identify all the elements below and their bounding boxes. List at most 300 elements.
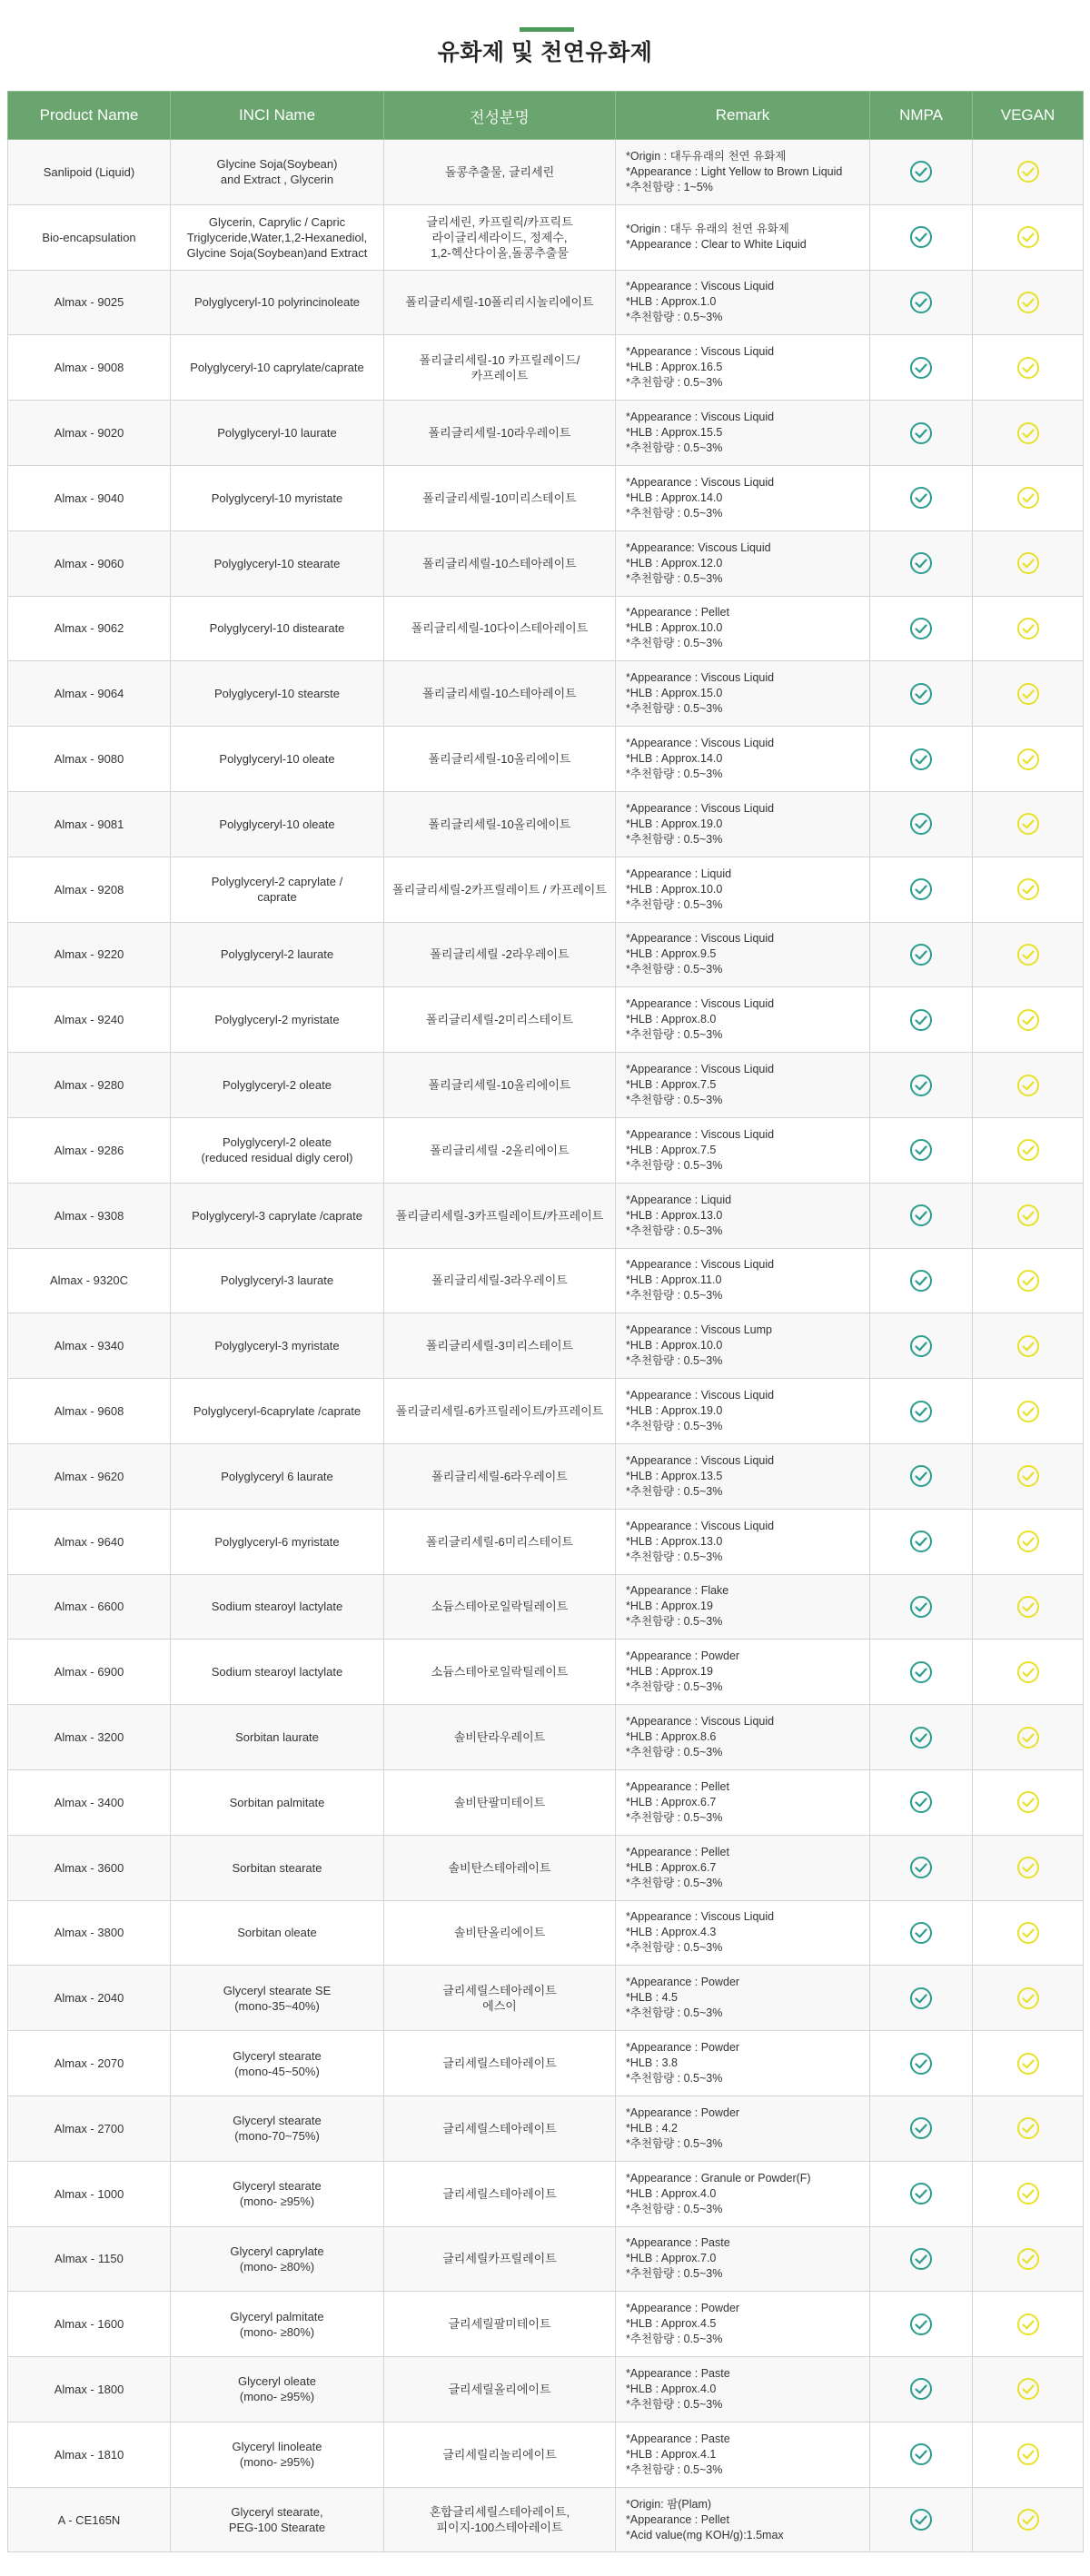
korean-ingredient-cell: 글리세릴스테아레이트 에스이 xyxy=(384,1966,616,2031)
vegan-cell xyxy=(973,401,1084,466)
nmpa-check-icon xyxy=(876,1921,966,1945)
nmpa-cell xyxy=(870,204,973,270)
korean-ingredient-cell: 폴리글리세릴-3미리스테이트 xyxy=(384,1313,616,1379)
inci-name-cell: Polyglyceryl-10 polyrincinoleate xyxy=(171,270,384,335)
vegan-cell xyxy=(973,2487,1084,2552)
vegan-check-icon xyxy=(978,943,1077,966)
product-name-cell: Almax - 1150 xyxy=(8,2226,171,2292)
nmpa-check-icon xyxy=(876,748,966,771)
nmpa-check-icon xyxy=(876,812,966,836)
korean-ingredient-cell: 폴리글리세릴-10라우레이트 xyxy=(384,401,616,466)
inci-name-cell: Polyglyceryl-2 oleate (reduced residual digly cerol) xyxy=(171,1117,384,1183)
nmpa-cell xyxy=(870,2357,973,2422)
korean-ingredient-cell: 폴리글리세릴-2카프릴레이트 / 카프레이트 xyxy=(384,857,616,922)
remark-cell: *Appearance : Viscous Liquid *HLB : Approx.16.5 *추천함량 : 0.5~3% xyxy=(616,335,870,401)
inci-name-cell: Sorbitan oleate xyxy=(171,1900,384,1966)
nmpa-cell xyxy=(870,1900,973,1966)
vegan-cell xyxy=(973,465,1084,530)
table-row xyxy=(8,1966,1084,2031)
inci-name-cell: Glyceryl stearate (mono- ≥95%) xyxy=(171,2161,384,2226)
korean-ingredient-cell: 혼합글리세릴스테아레이트, 피이지-100스테아레이트 xyxy=(384,2487,616,2552)
nmpa-check-icon xyxy=(876,1726,966,1749)
vegan-cell xyxy=(973,1900,1084,1966)
korean-ingredient-cell: 폴리글리세릴-6미리스테이트 xyxy=(384,1509,616,1574)
inci-name-cell: Glyceryl palmitate (mono- ≥80%) xyxy=(171,2292,384,2357)
table-row xyxy=(8,335,1084,401)
product-name-cell: Almax - 3800 xyxy=(8,1900,171,1966)
product-name-cell: Almax - 9208 xyxy=(8,857,171,922)
nmpa-cell xyxy=(870,2292,973,2357)
table-row xyxy=(8,727,1084,792)
remark-cell: *Appearance : Paste *HLB : Approx.7.0 *추천함량 : 0.5~3% xyxy=(616,2226,870,2292)
table-row xyxy=(8,1509,1084,1574)
table-row xyxy=(8,1574,1084,1640)
product-name-cell: Almax - 3400 xyxy=(8,1769,171,1835)
remark-cell: *Appearance : Viscous Liquid *HLB : Approx.7.5 *추천함량 : 0.5~3% xyxy=(616,1053,870,1118)
vegan-cell xyxy=(973,1248,1084,1313)
nmpa-check-icon xyxy=(876,1790,966,1814)
remark-cell: *Appearance : Viscous Liquid *HLB : Approx.13.5 *추천함량 : 0.5~3% xyxy=(616,1443,870,1509)
vegan-cell xyxy=(973,1835,1084,1900)
nmpa-cell xyxy=(870,661,973,727)
nmpa-cell xyxy=(870,1769,973,1835)
nmpa-check-icon xyxy=(876,1269,966,1293)
vegan-check-icon xyxy=(978,1204,1077,1227)
korean-ingredient-cell: 폴리글리세릴-6라우레이트 xyxy=(384,1443,616,1509)
nmpa-cell xyxy=(870,2226,973,2292)
vegan-cell xyxy=(973,1769,1084,1835)
table-row xyxy=(8,1248,1084,1313)
vegan-cell xyxy=(973,857,1084,922)
inci-name-cell: Polyglyceryl-10 myristate xyxy=(171,465,384,530)
product-name-cell: Almax - 9620 xyxy=(8,1443,171,1509)
vegan-cell xyxy=(973,1640,1084,1705)
nmpa-cell xyxy=(870,1117,973,1183)
table-row xyxy=(8,1117,1084,1183)
vegan-cell xyxy=(973,1379,1084,1444)
vegan-check-icon xyxy=(978,2508,1077,2531)
table-row xyxy=(8,1769,1084,1835)
vegan-check-icon xyxy=(978,1921,1077,1945)
remark-cell: *Appearance : Viscous Liquid *HLB : Approx.11.0 *추천함량 : 0.5~3% xyxy=(616,1248,870,1313)
nmpa-check-icon xyxy=(876,356,966,380)
product-name-cell: Almax - 6600 xyxy=(8,1574,171,1640)
remark-cell: *Appearance : Viscous Liquid *HLB : Approx.9.5 *추천함량 : 0.5~3% xyxy=(616,922,870,987)
nmpa-check-icon xyxy=(876,1008,966,1032)
nmpa-check-icon xyxy=(876,1334,966,1358)
header-inci-name: INCI Name xyxy=(171,92,384,140)
remark-cell: *Appearance : Viscous Liquid *HLB : Approx.8.6 *추천함량 : 0.5~3% xyxy=(616,1705,870,1770)
nmpa-check-icon xyxy=(876,943,966,966)
remark-cell: *Appearance : Viscous Liquid *HLB : Approx.1.0 *추천함량 : 0.5~3% xyxy=(616,270,870,335)
nmpa-check-icon xyxy=(876,2116,966,2140)
vegan-cell xyxy=(973,661,1084,727)
remark-cell: *Appearance : Pellet *HLB : Approx.6.7 *추천함량 : 0.5~3% xyxy=(616,1835,870,1900)
nmpa-check-icon xyxy=(876,2247,966,2271)
vegan-cell xyxy=(973,1117,1084,1183)
vegan-check-icon xyxy=(978,2442,1077,2466)
table-row xyxy=(8,922,1084,987)
nmpa-cell xyxy=(870,1053,973,1118)
nmpa-check-icon xyxy=(876,877,966,901)
table-row xyxy=(8,1835,1084,1900)
table-row xyxy=(8,2031,1084,2096)
inci-name-cell: Polyglyceryl-3 laurate xyxy=(171,1248,384,1313)
korean-ingredient-cell: 폴리글리세릴-3카프릴레이트/카프레이트 xyxy=(384,1183,616,1248)
product-name-cell: Almax - 9025 xyxy=(8,270,171,335)
product-name-cell: Almax - 9062 xyxy=(8,596,171,661)
remark-cell: *Appearance : Powder *HLB : Approx.4.5 *추천함량 : 0.5~3% xyxy=(616,2292,870,2357)
vegan-cell xyxy=(973,1313,1084,1379)
inci-name-cell: Polyglyceryl-2 oleate xyxy=(171,1053,384,1118)
vegan-cell xyxy=(973,922,1084,987)
remark-cell: *Appearance : Viscous Liquid *HLB : Approx.15.0 *추천함량 : 0.5~3% xyxy=(616,661,870,727)
korean-ingredient-cell: 글리세릴올리에이트 xyxy=(384,2357,616,2422)
vegan-cell xyxy=(973,1966,1084,2031)
inci-name-cell: Polyglyceryl-10 caprylate/caprate xyxy=(171,335,384,401)
nmpa-cell xyxy=(870,1313,973,1379)
vegan-cell xyxy=(973,2095,1084,2161)
product-name-cell: Almax - 2070 xyxy=(8,2031,171,2096)
korean-ingredient-cell: 솔비탄라우레이트 xyxy=(384,1705,616,1770)
nmpa-check-icon xyxy=(876,486,966,510)
nmpa-cell xyxy=(870,596,973,661)
nmpa-check-icon xyxy=(876,2052,966,2076)
remark-cell: *Appearance : Viscous Liquid *HLB : Approx.19.0 *추천함량 : 0.5~3% xyxy=(616,791,870,857)
nmpa-cell xyxy=(870,987,973,1053)
nmpa-check-icon xyxy=(876,2182,966,2205)
inci-name-cell: Polyglyceryl-3 myristate xyxy=(171,1313,384,1379)
vegan-check-icon xyxy=(978,1856,1077,1879)
vegan-check-icon xyxy=(978,2116,1077,2140)
header-remark: Remark xyxy=(616,92,870,140)
nmpa-cell xyxy=(870,1183,973,1248)
nmpa-cell xyxy=(870,465,973,530)
vegan-cell xyxy=(973,270,1084,335)
product-name-cell: Almax - 9308 xyxy=(8,1183,171,1248)
nmpa-cell xyxy=(870,335,973,401)
header-vegan: VEGAN xyxy=(973,92,1084,140)
product-name-cell: Almax - 9640 xyxy=(8,1509,171,1574)
nmpa-cell xyxy=(870,530,973,596)
korean-ingredient-cell: 글리세릴스테아레이트 xyxy=(384,2095,616,2161)
vegan-check-icon xyxy=(978,2313,1077,2336)
vegan-check-icon xyxy=(978,748,1077,771)
inci-name-cell: Polyglyceryl-6 myristate xyxy=(171,1509,384,1574)
vegan-cell xyxy=(973,335,1084,401)
table-row xyxy=(8,1183,1084,1248)
inci-name-cell: Polyglyceryl-10 oleate xyxy=(171,791,384,857)
table-row xyxy=(8,2422,1084,2487)
inci-name-cell: Glyceryl linoleate (mono- ≥95%) xyxy=(171,2422,384,2487)
vegan-check-icon xyxy=(978,1334,1077,1358)
product-name-cell: Almax - 9064 xyxy=(8,661,171,727)
nmpa-cell xyxy=(870,140,973,205)
inci-name-cell: Sorbitan stearate xyxy=(171,1835,384,1900)
remark-cell: *Appearance : Viscous Liquid *HLB : Approx.19.0 *추천함량 : 0.5~3% xyxy=(616,1379,870,1444)
vegan-cell xyxy=(973,1705,1084,1770)
korean-ingredient-cell: 소듐스테아로일락틸레이트 xyxy=(384,1640,616,1705)
inci-name-cell: Polyglyceryl-10 stearste xyxy=(171,661,384,727)
product-name-cell: Almax - 9320C xyxy=(8,1248,171,1313)
remark-cell: *Appearance : Viscous Liquid *HLB : Approx.4.3 *추천함량 : 0.5~3% xyxy=(616,1900,870,1966)
nmpa-check-icon xyxy=(876,2313,966,2336)
product-name-cell: Almax - 9060 xyxy=(8,530,171,596)
korean-ingredient-cell: 폴리글리세릴-10스테아레이트 xyxy=(384,661,616,727)
table-row xyxy=(8,2161,1084,2226)
nmpa-cell xyxy=(870,727,973,792)
product-name-cell: Almax - 1800 xyxy=(8,2357,171,2422)
remark-cell: *Appearance : Viscous Liquid *HLB : Approx.8.0 *추천함량 : 0.5~3% xyxy=(616,987,870,1053)
header-nmpa: NMPA xyxy=(870,92,973,140)
table-row xyxy=(8,140,1084,205)
vegan-cell xyxy=(973,2357,1084,2422)
table-row xyxy=(8,270,1084,335)
korean-ingredient-cell: 폴리글리세릴-6카프릴레이트/카프레이트 xyxy=(384,1379,616,1444)
vegan-cell xyxy=(973,791,1084,857)
product-name-cell: Almax - 1810 xyxy=(8,2422,171,2487)
nmpa-cell xyxy=(870,2422,973,2487)
nmpa-cell xyxy=(870,1574,973,1640)
vegan-check-icon xyxy=(978,1530,1077,1553)
korean-ingredient-cell: 폴리글리세릴-10올리에이트 xyxy=(384,791,616,857)
korean-ingredient-cell: 폴리글리세릴-10올리에이트 xyxy=(384,1053,616,1118)
korean-ingredient-cell: 폴리글리세릴-10다이스테아레이트 xyxy=(384,596,616,661)
remark-cell: *Appearance : Viscous Liquid *HLB : Approx.15.5 *추천함량 : 0.5~3% xyxy=(616,401,870,466)
table-row xyxy=(8,2292,1084,2357)
nmpa-cell xyxy=(870,2095,973,2161)
vegan-cell xyxy=(973,987,1084,1053)
inci-name-cell: Sodium stearoyl lactylate xyxy=(171,1640,384,1705)
korean-ingredient-cell: 글리세린, 카프릴릭/카프릭트 라이글리세라이드, 정제수, 1,2-헥산다이올,돌콩추출물 xyxy=(384,204,616,270)
nmpa-cell xyxy=(870,1966,973,2031)
remark-cell: *Appearance : Viscous Lump *HLB : Approx.10.0 *추천함량 : 0.5~3% xyxy=(616,1313,870,1379)
inci-name-cell: Glyceryl stearate (mono-70~75%) xyxy=(171,2095,384,2161)
korean-ingredient-cell: 폴리글리세릴 -2라우레이트 xyxy=(384,922,616,987)
nmpa-cell xyxy=(870,270,973,335)
table-row xyxy=(8,1313,1084,1379)
vegan-check-icon xyxy=(978,617,1077,640)
vegan-check-icon xyxy=(978,812,1077,836)
remark-cell: *Appearance : Viscous Liquid *HLB : Approx.13.0 *추천함량 : 0.5~3% xyxy=(616,1509,870,1574)
inci-name-cell: Polyglyceryl-10 oleate xyxy=(171,727,384,792)
korean-ingredient-cell: 글리세릴카프릴레이트 xyxy=(384,2226,616,2292)
table-row xyxy=(8,465,1084,530)
remark-cell: *Appearance : Viscous Liquid *HLB : Approx.14.0 *추천함량 : 0.5~3% xyxy=(616,465,870,530)
product-name-cell: Almax - 9080 xyxy=(8,727,171,792)
vegan-check-icon xyxy=(978,1595,1077,1619)
product-name-cell: Almax - 9040 xyxy=(8,465,171,530)
inci-name-cell: Glyceryl stearate (mono-45~50%) xyxy=(171,2031,384,2096)
nmpa-cell xyxy=(870,1443,973,1509)
nmpa-check-icon xyxy=(876,1595,966,1619)
nmpa-cell xyxy=(870,2487,973,2552)
product-name-cell: Bio-encapsulation xyxy=(8,204,171,270)
nmpa-cell xyxy=(870,1248,973,1313)
table-row xyxy=(8,204,1084,270)
vegan-check-icon xyxy=(978,356,1077,380)
vegan-check-icon xyxy=(978,2182,1077,2205)
table-row xyxy=(8,791,1084,857)
korean-ingredient-cell: 글리세릴팔미테이트 xyxy=(384,2292,616,2357)
table-row xyxy=(8,987,1084,1053)
nmpa-cell xyxy=(870,401,973,466)
table-row xyxy=(8,2095,1084,2161)
nmpa-check-icon xyxy=(876,1856,966,1879)
korean-ingredient-cell: 폴리글리세릴-10올리에이트 xyxy=(384,727,616,792)
nmpa-check-icon xyxy=(876,682,966,706)
vegan-cell xyxy=(973,596,1084,661)
product-name-cell: Almax - 9608 xyxy=(8,1379,171,1444)
vegan-check-icon xyxy=(978,1138,1077,1162)
product-name-cell: Almax - 1000 xyxy=(8,2161,171,2226)
korean-ingredient-cell: 솔비탄올리에이트 xyxy=(384,1900,616,1966)
inci-name-cell: Sorbitan laurate xyxy=(171,1705,384,1770)
nmpa-cell xyxy=(870,857,973,922)
vegan-cell xyxy=(973,2422,1084,2487)
inci-name-cell: Polyglyceryl-10 distearate xyxy=(171,596,384,661)
vegan-cell xyxy=(973,204,1084,270)
nmpa-cell xyxy=(870,2031,973,2096)
vegan-cell xyxy=(973,530,1084,596)
korean-ingredient-cell: 폴리글리세릴-10미리스테이트 xyxy=(384,465,616,530)
nmpa-check-icon xyxy=(876,225,966,249)
vegan-cell xyxy=(973,2226,1084,2292)
nmpa-check-icon xyxy=(876,1400,966,1423)
inci-name-cell: Polyglyceryl-2 myristate xyxy=(171,987,384,1053)
vegan-check-icon xyxy=(978,1464,1077,1488)
inci-name-cell: Polyglyceryl-10 stearate xyxy=(171,530,384,596)
title-accent-bar xyxy=(520,27,574,32)
product-name-cell: Almax - 9008 xyxy=(8,335,171,401)
korean-ingredient-cell: 글리세릴스테아레이트 xyxy=(384,2161,616,2226)
nmpa-cell xyxy=(870,1379,973,1444)
korean-ingredient-cell: 폴리글리세릴-3라우레이트 xyxy=(384,1248,616,1313)
vegan-check-icon xyxy=(978,877,1077,901)
nmpa-check-icon xyxy=(876,2442,966,2466)
vegan-check-icon xyxy=(978,2052,1077,2076)
inci-name-cell: Glyceryl oleate (mono- ≥95%) xyxy=(171,2357,384,2422)
korean-ingredient-cell: 돌콩추출물, 글리세린 xyxy=(384,140,616,205)
korean-ingredient-cell: 솔비탄팔미테이트 xyxy=(384,1769,616,1835)
table-body xyxy=(8,140,1084,2552)
vegan-cell xyxy=(973,1053,1084,1118)
product-name-cell: Almax - 2700 xyxy=(8,2095,171,2161)
korean-ingredient-cell: 소듐스테아로일락틸레이트 xyxy=(384,1574,616,1640)
remark-cell: *Appearance : Pellet *HLB : Approx.10.0 *추천함량 : 0.5~3% xyxy=(616,596,870,661)
remark-cell: *Origin : 대두유래의 천연 유화제 *Appearance : Light Yellow to Brown Liquid *추천함량 : 1~5% xyxy=(616,140,870,205)
product-name-cell: Almax - 9020 xyxy=(8,401,171,466)
table-row xyxy=(8,530,1084,596)
nmpa-cell xyxy=(870,1705,973,1770)
inci-name-cell: Polyglyceryl-2 caprylate / caprate xyxy=(171,857,384,922)
table-row xyxy=(8,1705,1084,1770)
inci-name-cell: Polyglyceryl-2 laurate xyxy=(171,922,384,987)
vegan-check-icon xyxy=(978,551,1077,575)
vegan-cell xyxy=(973,1574,1084,1640)
remark-cell: *Appearance : Viscous Liquid *HLB : Approx.7.5 *추천함량 : 0.5~3% xyxy=(616,1117,870,1183)
nmpa-cell xyxy=(870,791,973,857)
remark-cell: *Appearance : Powder *HLB : Approx.19 *추천함량 : 0.5~3% xyxy=(616,1640,870,1705)
inci-name-cell: Glyceryl caprylate (mono- ≥80%) xyxy=(171,2226,384,2292)
nmpa-check-icon xyxy=(876,291,966,314)
product-name-cell: Almax - 3600 xyxy=(8,1835,171,1900)
inci-name-cell: Polyglyceryl-6caprylate /caprate xyxy=(171,1379,384,1444)
korean-ingredient-cell: 글리세릴리놀리에이트 xyxy=(384,2422,616,2487)
nmpa-check-icon xyxy=(876,1138,966,1162)
product-name-cell: Almax - 9220 xyxy=(8,922,171,987)
inci-name-cell: Glycine Soja(Soybean) and Extract , Glycerin xyxy=(171,140,384,205)
vegan-check-icon xyxy=(978,225,1077,249)
table-row xyxy=(8,1379,1084,1444)
vegan-check-icon xyxy=(978,1074,1077,1097)
vegan-check-icon xyxy=(978,421,1077,445)
remark-cell: *Appearance : Powder *HLB : 3.8 *추천함량 : 0.5~3% xyxy=(616,2031,870,2096)
nmpa-cell xyxy=(870,922,973,987)
header-korean-ingredient: 전성분명 xyxy=(384,92,616,140)
remark-cell: *Appearance : Paste *HLB : Approx.4.1 *추천함량 : 0.5~3% xyxy=(616,2422,870,2487)
vegan-check-icon xyxy=(978,1400,1077,1423)
vegan-cell xyxy=(973,1443,1084,1509)
vegan-check-icon xyxy=(978,1986,1077,2010)
vegan-check-icon xyxy=(978,682,1077,706)
nmpa-check-icon xyxy=(876,1530,966,1553)
inci-name-cell: Polyglyceryl 6 laurate xyxy=(171,1443,384,1509)
vegan-check-icon xyxy=(978,1660,1077,1684)
korean-ingredient-cell: 폴리글리세릴-10스테아레이트 xyxy=(384,530,616,596)
vegan-check-icon xyxy=(978,2377,1077,2401)
korean-ingredient-cell: 폴리글리세릴-2미리스테이트 xyxy=(384,987,616,1053)
nmpa-check-icon xyxy=(876,2377,966,2401)
table-row xyxy=(8,661,1084,727)
nmpa-check-icon xyxy=(876,1204,966,1227)
vegan-check-icon xyxy=(978,1008,1077,1032)
nmpa-check-icon xyxy=(876,421,966,445)
table-row xyxy=(8,2487,1084,2552)
vegan-check-icon xyxy=(978,2247,1077,2271)
nmpa-cell xyxy=(870,1835,973,1900)
remark-cell: *Appearance : Liquid *HLB : Approx.13.0 *추천함량 : 0.5~3% xyxy=(616,1183,870,1248)
page-header xyxy=(0,0,1090,91)
product-name-cell: A - CE165N xyxy=(8,2487,171,2552)
remark-cell: *Appearance: Viscous Liquid *HLB : Approx.12.0 *추천함량 : 0.5~3% xyxy=(616,530,870,596)
inci-name-cell: Sodium stearoyl lactylate xyxy=(171,1574,384,1640)
table-row xyxy=(8,401,1084,466)
korean-ingredient-cell: 폴리글리세릴 -2올리에이트 xyxy=(384,1117,616,1183)
nmpa-check-icon xyxy=(876,160,966,183)
table-row xyxy=(8,1900,1084,1966)
nmpa-cell xyxy=(870,1640,973,1705)
inci-name-cell: Polyglyceryl-3 caprylate /caprate xyxy=(171,1183,384,1248)
vegan-check-icon xyxy=(978,1790,1077,1814)
vegan-check-icon xyxy=(978,1726,1077,1749)
remark-cell: *Origin: 팜(Plam) *Appearance : Pellet *Acid value(mg KOH/g):1.5max xyxy=(616,2487,870,2552)
table-row xyxy=(8,1640,1084,1705)
table-row xyxy=(8,857,1084,922)
product-name-cell: Almax - 9286 xyxy=(8,1117,171,1183)
remark-cell: *Appearance : Powder *HLB : 4.5 *추천함량 : 0.5~3% xyxy=(616,1966,870,2031)
inci-name-cell: Glyceryl stearate SE (mono-35~40%) xyxy=(171,1966,384,2031)
nmpa-cell xyxy=(870,1509,973,1574)
table-row xyxy=(8,2226,1084,2292)
remark-cell: *Origin : 대두 유래의 천연 유화제 *Appearance : Clear to White Liquid xyxy=(616,204,870,270)
inci-name-cell: Polyglyceryl-10 laurate xyxy=(171,401,384,466)
vegan-check-icon xyxy=(978,486,1077,510)
remark-cell: *Appearance : Viscous Liquid *HLB : Approx.14.0 *추천함량 : 0.5~3% xyxy=(616,727,870,792)
emulsifier-table xyxy=(7,91,1084,2552)
vegan-cell xyxy=(973,1509,1084,1574)
vegan-check-icon xyxy=(978,291,1077,314)
